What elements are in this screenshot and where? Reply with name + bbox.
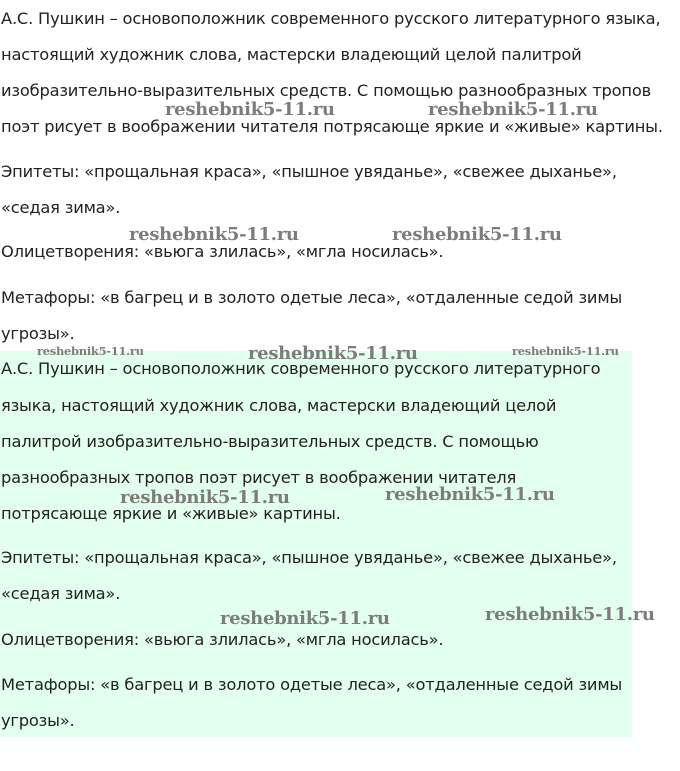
watermark: reshebnik5-11.ru — [485, 604, 655, 625]
answer-text-block-2-highlighted — [0, 351, 632, 737]
text-line: Метафоры: «в багрец и в золото одетые леса», «отдаленные седой зимы — [1, 675, 623, 694]
text-line: А.С. Пушкин – основоположник современного русского литературного языка, — [1, 9, 661, 28]
watermark: reshebnik5-11.ru — [120, 487, 290, 508]
text-line: «седая зима». — [1, 584, 121, 603]
text-line: языка, настоящий художник слова, мастерски владеющий целой — [1, 396, 557, 415]
watermark: reshebnik5-11.ru — [165, 99, 335, 120]
text-line: изобразительно-выразительных средств. С помощью разнообразных тропов — [1, 81, 651, 100]
text-line: Эпитеты: «прощальная краса», «пышное увяданье», «свежее дыханье», — [1, 548, 617, 567]
text-line: настоящий художник слова, мастерски владеющий целой палитрой — [1, 45, 582, 64]
watermark: reshebnik5-11.ru — [129, 224, 299, 245]
text-line: Эпитеты: «прощальная краса», «пышное увяданье», «свежее дыханье», — [1, 162, 617, 181]
text-line: «седая зима». — [1, 198, 121, 217]
text-line: разнообразных тропов поэт рисует в воображении читателя — [1, 468, 517, 487]
watermark: reshebnik5-11.ru — [385, 484, 555, 505]
text-line: Олицетворения: «вьюга злилась», «мгла носилась». — [1, 242, 444, 261]
watermark: reshebnik5-11.ru — [248, 343, 418, 364]
watermark: reshebnik5-11.ru — [220, 608, 390, 629]
watermark: reshebnik5-11.ru — [428, 99, 598, 120]
text-line: потрясающе яркие и «живые» картины. — [1, 504, 341, 523]
text-line: поэт рисует в воображении читателя потрясающе яркие и «живые» картины. — [1, 117, 663, 136]
text-line: А.С. Пушкин – основоположник современного русского литературного — [1, 359, 601, 378]
text-line: угрозы». — [1, 711, 75, 730]
watermark: reshebnik5-11.ru — [392, 224, 562, 245]
watermark: reshebnik5-11.ru — [512, 344, 619, 358]
text-line: Метафоры: «в багрец и в золото одетые леса», «отдаленные седой зимы — [1, 288, 623, 307]
text-line: Олицетворения: «вьюга злилась», «мгла носилась». — [1, 630, 444, 649]
text-line: угрозы». — [1, 324, 75, 343]
watermark: reshebnik5-11.ru — [37, 344, 144, 358]
text-line: палитрой изобразительно-выразительных средств. С помощью — [1, 432, 539, 451]
